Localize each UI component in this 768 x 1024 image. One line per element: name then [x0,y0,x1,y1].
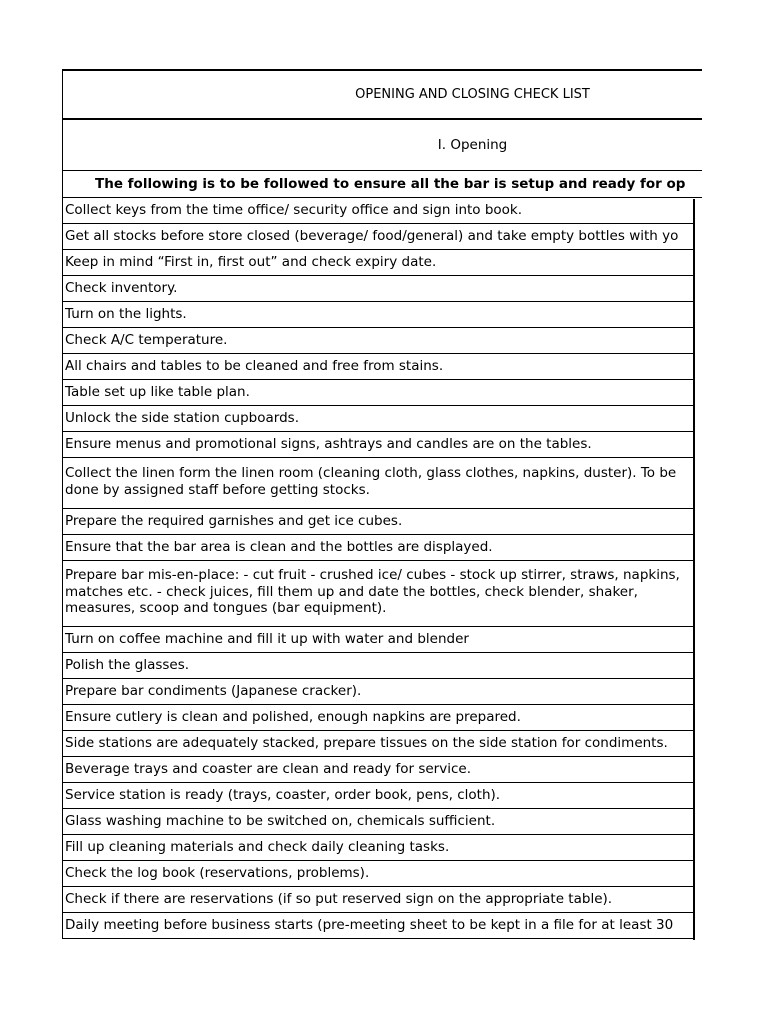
table-right-border [693,199,695,940]
checklist-item: Prepare bar mis-en-place: - cut fruit - crushed ice/ cubes - stock up stirrer, straws, napkins, matches etc. - check juices, fill them up and date the bottles, check blender, shaker, measures, scoop and tongues (bar equipment). [62,561,694,627]
checklist-item: Ensure menus and promotional signs, ashtrays and candles are on the tables. [62,432,694,458]
checklist-item: All chairs and tables to be cleaned and free from stains. [62,354,694,380]
checklist-item: Collect the linen form the linen room (cleaning cloth, glass clothes, napkins, duster). To be done by assigned staff before getting stocks. [62,458,694,509]
checklist-item: Service station is ready (trays, coaster, order book, pens, cloth). [62,783,694,809]
checklist-item: Prepare the required garnishes and get ice cubes. [62,509,694,535]
checklist-item: Check inventory. [62,276,694,302]
checklist-item: Turn on the lights. [62,302,694,328]
checklist-item: Check if there are reservations (if so put reserved sign on the appropriate table). [62,887,694,913]
checklist-sheet [62,69,702,939]
checklist-item: Polish the glasses. [62,653,694,679]
checklist-item: Beverage trays and coaster are clean and ready for service. [62,757,694,783]
checklist-item: Unlock the side station cupboards. [62,406,694,432]
section-heading: I. Opening [62,120,702,171]
checklist-item: Glass washing machine to be switched on, chemicals sufficient. [62,809,694,835]
checklist-item: Collect keys from the time office/ security office and sign into book. [62,198,694,224]
checklist-item: Fill up cleaning materials and check daily cleaning tasks. [62,835,694,861]
checklist-item: Turn on coffee machine and fill it up with water and blender [62,627,694,653]
checklist-item: Check A/C temperature. [62,328,694,354]
checklist-item: Table set up like table plan. [62,380,694,406]
document-title: OPENING AND CLOSING CHECK LIST [62,69,702,120]
checklist-item: Keep in mind “First in, first out” and check expiry date. [62,250,694,276]
checklist-item: Ensure that the bar area is clean and the bottles are displayed. [62,535,694,561]
checklist-item: Get all stocks before store closed (beverage/ food/general) and take empty bottles with yo [62,224,694,250]
checklist-item: Check the log book (reservations, problems). [62,861,694,887]
intro-text: The following is to be followed to ensure all the bar is setup and ready for op [62,171,702,198]
checklist-item: Side stations are adequately stacked, prepare tissues on the side station for condiments. [62,731,694,757]
checklist-item: Prepare bar condiments (Japanese cracker). [62,679,694,705]
checklist-item: Daily meeting before business starts (pre-meeting sheet to be kept in a file for at least 30 [62,913,694,939]
checklist-item: Ensure cutlery is clean and polished, enough napkins are prepared. [62,705,694,731]
